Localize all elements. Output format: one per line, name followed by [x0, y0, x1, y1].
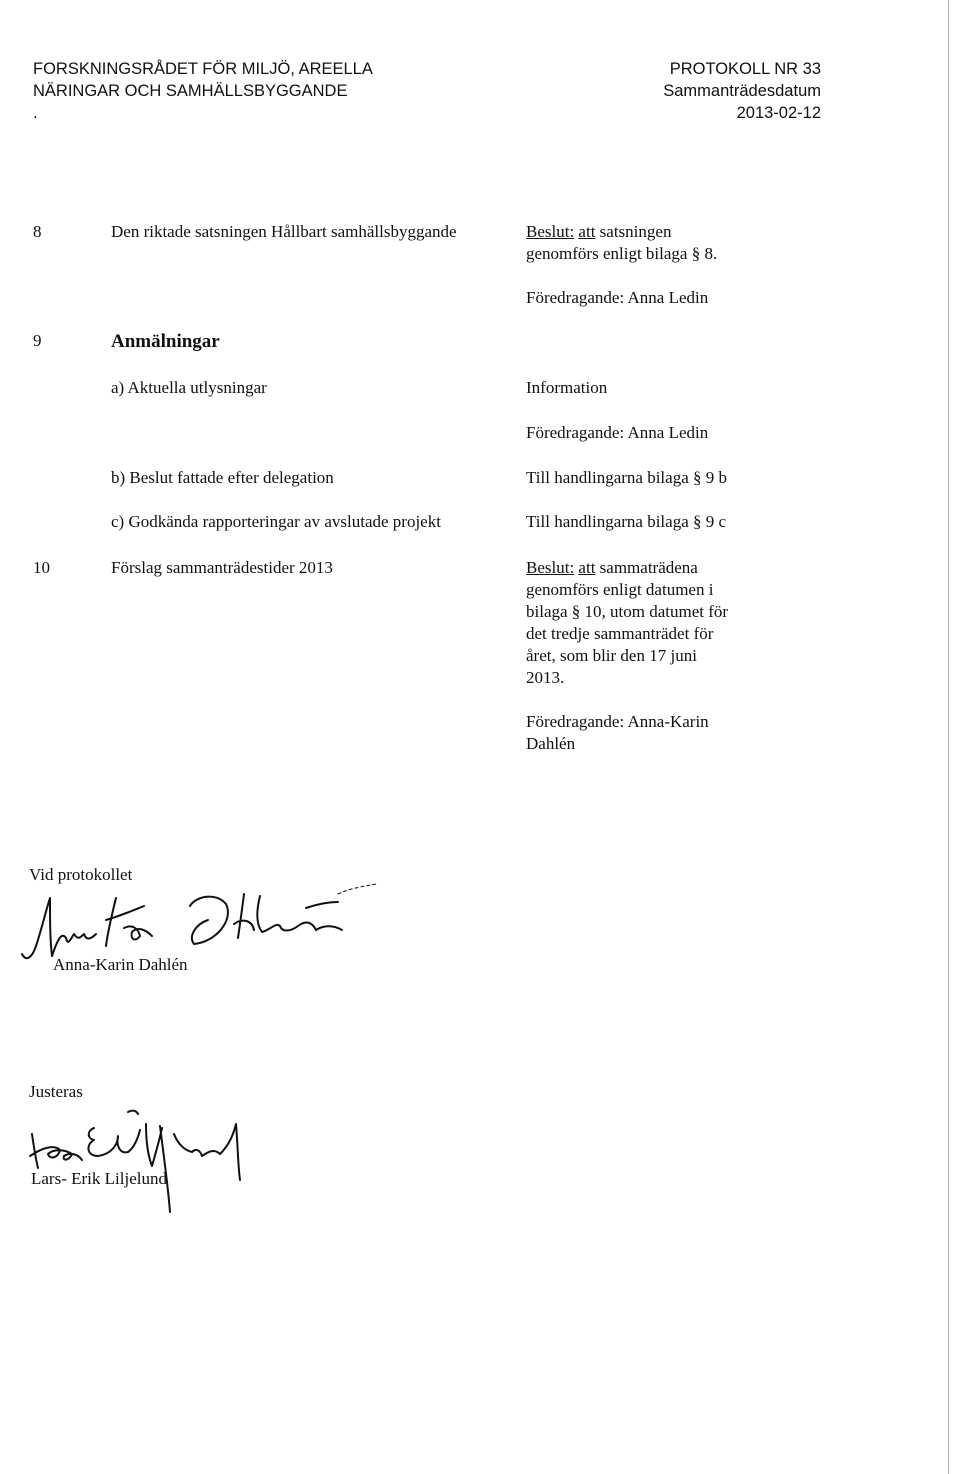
meeting-date: 2013-02-12 — [736, 104, 821, 122]
item-8-presenter: Föredragande: Anna Ledin — [526, 288, 709, 307]
decision-prefix: Beslut: — [526, 558, 575, 577]
item-10-decision-line6: 2013. — [526, 668, 565, 687]
adjust-signatory-name: Lars- Erik Liljelund — [31, 1169, 167, 1188]
item-9a-info: Information — [526, 378, 608, 397]
item-9a-label: a) Aktuella utlysningar — [111, 378, 267, 397]
decision-text: satsningen — [599, 222, 672, 241]
decision-text: sammaträdena — [599, 558, 698, 577]
item-9-number: 9 — [33, 331, 42, 350]
page-edge-line — [948, 0, 949, 1474]
item-10-decision — [526, 557, 698, 579]
item-9c-info: Till handlingarna bilaga § 9 c — [526, 512, 727, 531]
item-10-decision-line3: bilaga § 10, utom datumet för — [526, 602, 729, 621]
item-10-decision-line5: året, som blir den 17 juni — [526, 646, 697, 665]
item-10-number: 10 — [33, 558, 50, 577]
item-9b-label: b) Beslut fattade efter delegation — [111, 468, 334, 487]
decision-att: att — [578, 222, 596, 241]
signature-lars-erik-liljelund — [28, 1108, 268, 1220]
minutes-signatory-name: Anna-Karin Dahlén — [53, 955, 188, 974]
protocol-number: PROTOKOLL NR 33 — [669, 60, 821, 78]
item-10-decision-line2: genomförs enligt datumen i — [526, 580, 714, 599]
item-10-title: Förslag sammanträdestider 2013 — [111, 558, 333, 577]
item-8-number: 8 — [33, 222, 42, 241]
item-9-title: Anmälningar — [111, 331, 220, 352]
item-10-presenter-line1: Föredragande: Anna-Karin — [526, 712, 709, 731]
minutes-label: Vid protokollet — [29, 865, 133, 884]
item-8-decision — [526, 221, 671, 243]
item-9a-presenter: Föredragande: Anna Ledin — [526, 423, 709, 442]
adjust-label: Justeras — [29, 1082, 83, 1101]
item-10-presenter-line2: Dahlén — [526, 734, 576, 753]
org-name-line2: NÄRINGAR OCH SAMHÄLLSBYGGANDE — [33, 82, 348, 100]
meeting-date-label: Sammanträdesdatum — [663, 82, 821, 100]
item-9c-label: c) Godkända rapporteringar av avslutade projekt — [111, 512, 441, 531]
org-name-line1: FORSKNINGSRÅDET FÖR MILJÖ, AREELLA — [33, 60, 373, 78]
item-10-decision-line4: det tredje sammanträdet för — [526, 624, 714, 643]
decision-att: att — [578, 558, 596, 577]
item-9b-info: Till handlingarna bilaga § 9 b — [526, 468, 727, 487]
decision-prefix: Beslut: — [526, 222, 575, 241]
item-8-title: Den riktade satsningen Hållbart samhällsbyggande — [111, 222, 457, 241]
item-8-decision-line2: genomförs enligt bilaga § 8. — [526, 244, 718, 263]
header-dot: . — [33, 104, 38, 122]
